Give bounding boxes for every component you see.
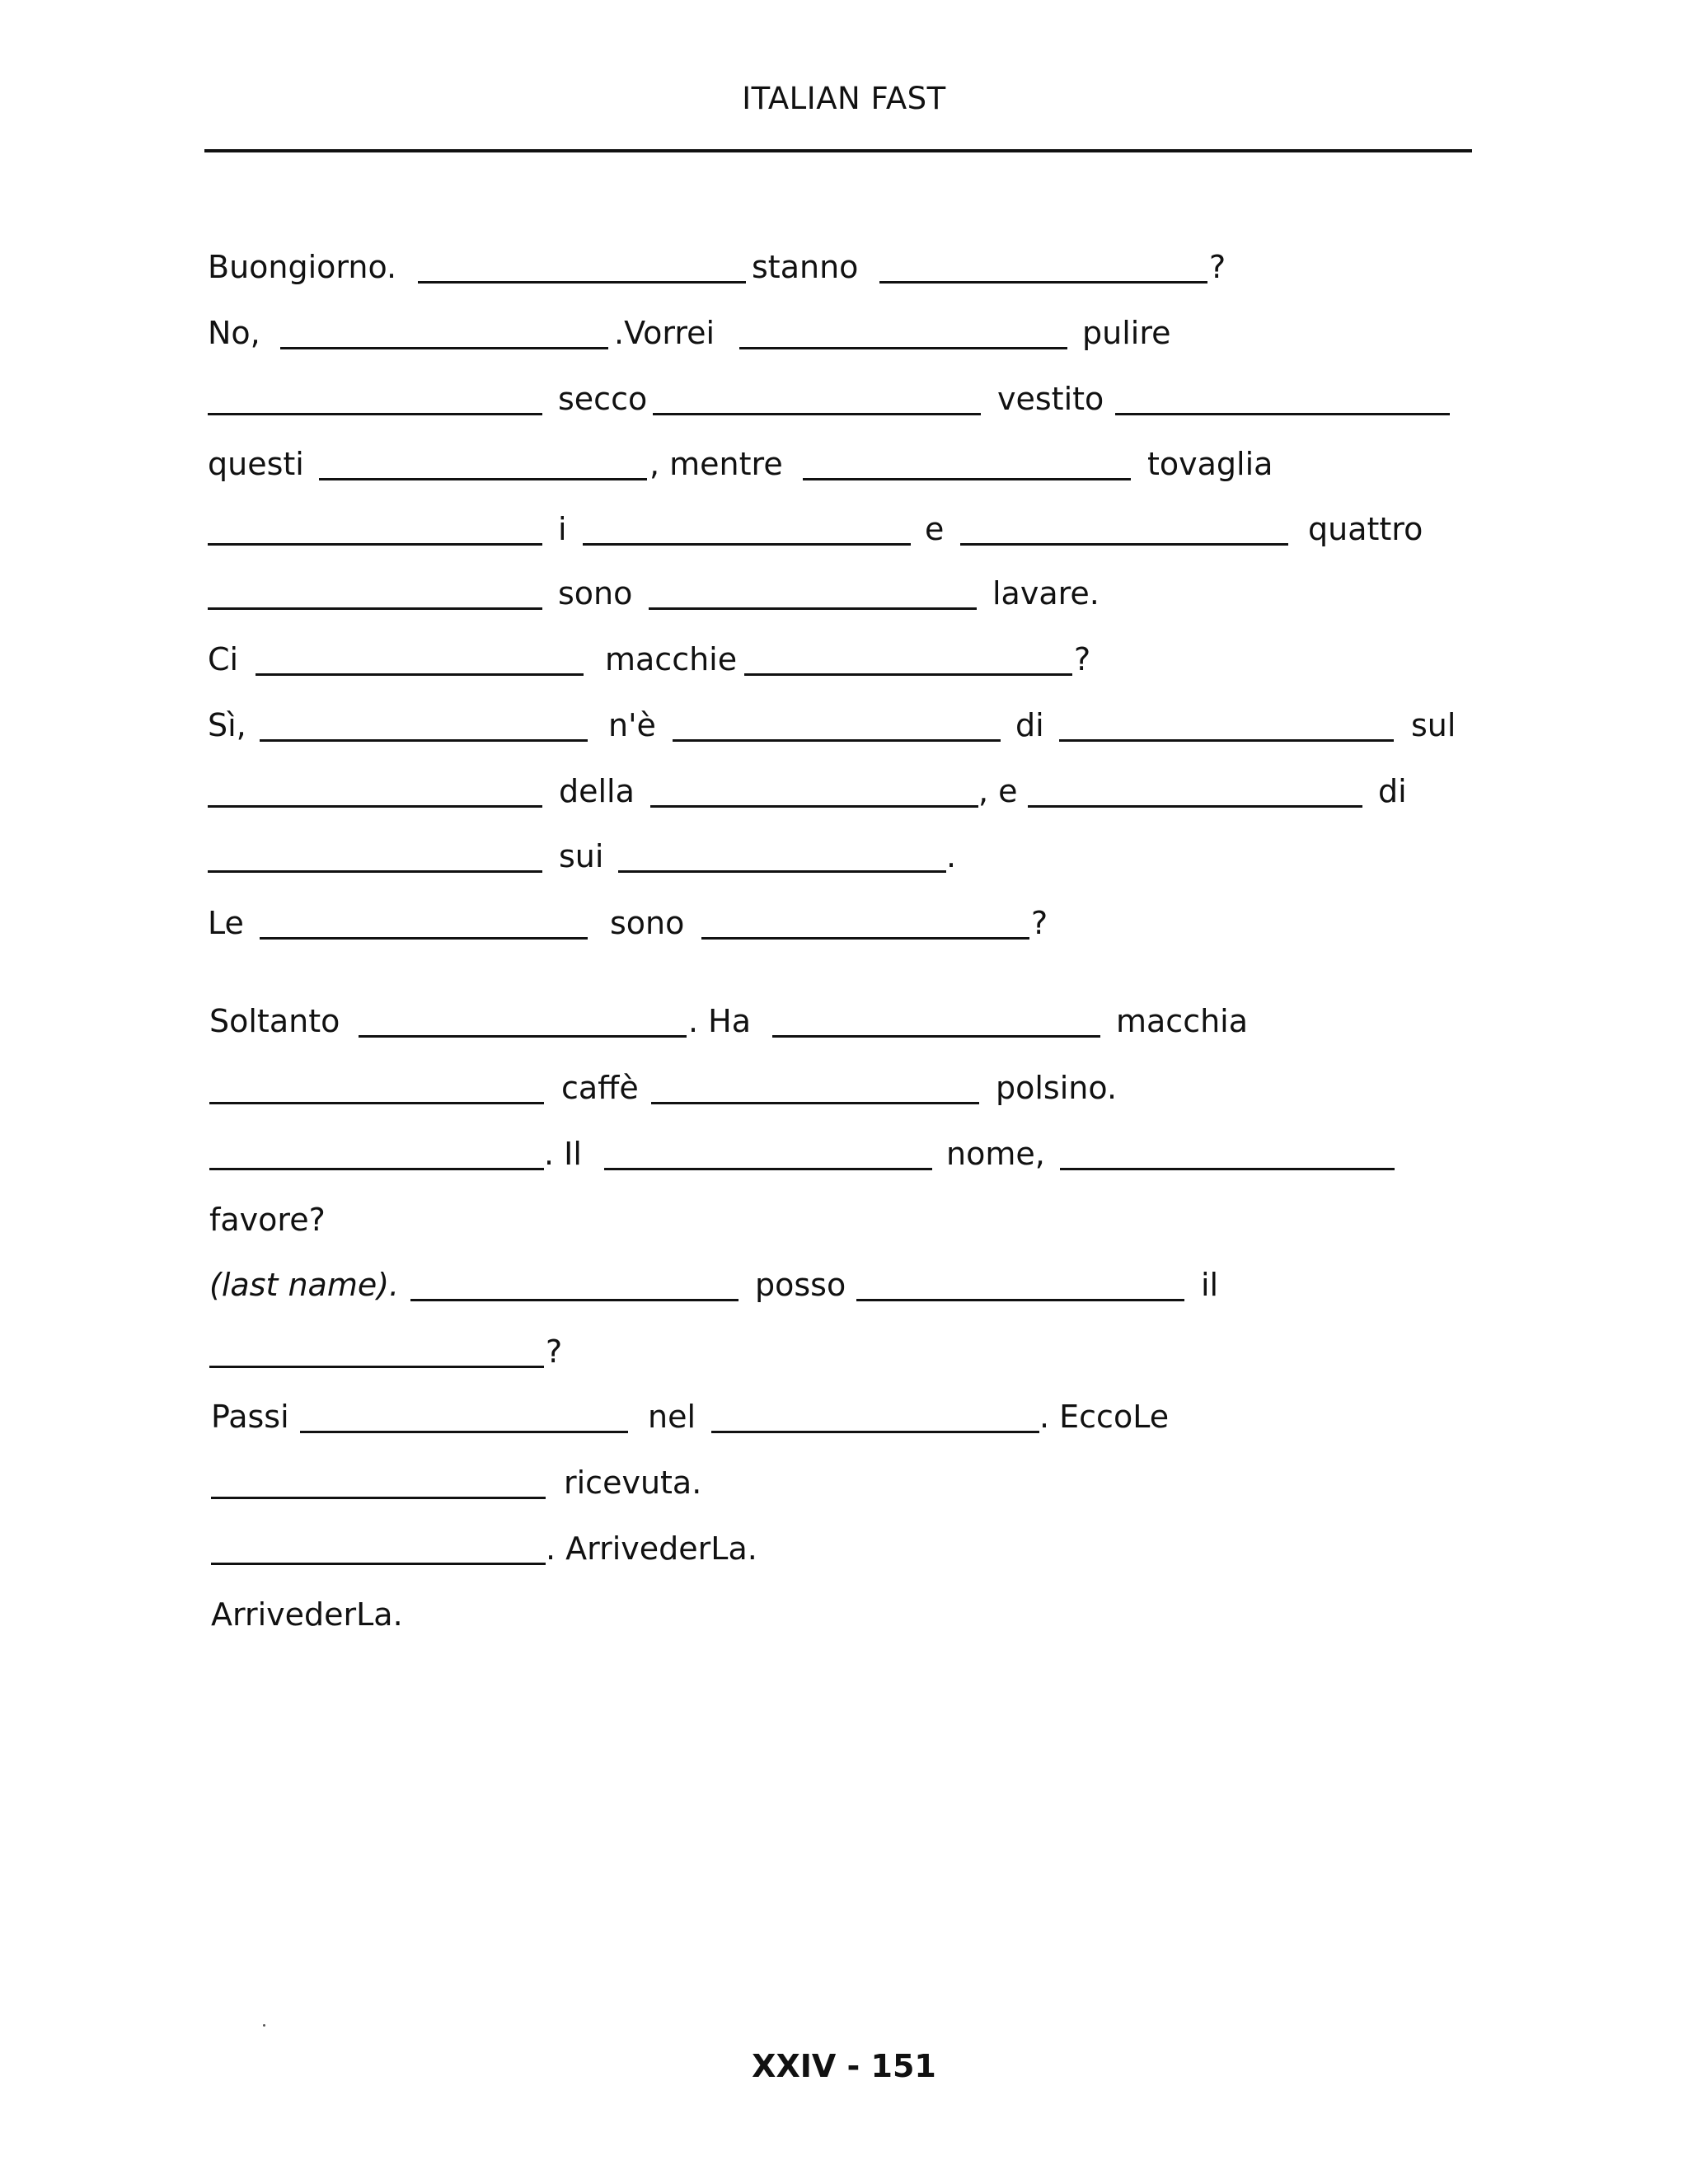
answer-blank[interactable] (1028, 805, 1362, 808)
answer-blank[interactable] (650, 805, 978, 808)
scan-speck (263, 2024, 265, 2027)
dialogue-line (208, 1394, 1493, 1440)
line-text: Ci (208, 641, 239, 677)
dialogue-line (208, 441, 1493, 487)
line-text: .Vorrei (614, 315, 715, 351)
line-text: pulire (1082, 315, 1171, 351)
line-text: ? (1074, 641, 1091, 677)
line-text: , e (978, 773, 1018, 809)
line-text: nome, (946, 1136, 1045, 1172)
line-text: di (1378, 773, 1407, 809)
dialogue-line (208, 636, 1493, 682)
line-text: stanno (752, 249, 859, 285)
line-text: sono (558, 575, 633, 612)
answer-blank[interactable] (701, 937, 1029, 940)
line-text: il (1201, 1267, 1219, 1303)
line-text: sono (610, 905, 685, 941)
line-text: ? (546, 1333, 563, 1370)
line-text: Passi (211, 1399, 289, 1435)
answer-blank[interactable] (744, 673, 1072, 676)
line-text: . Il (544, 1136, 582, 1172)
line-text: ? (1031, 905, 1048, 941)
line-text: i (558, 511, 567, 547)
answer-blank[interactable] (879, 281, 1207, 284)
dialogue-line (208, 833, 1493, 879)
line-text: Le (208, 905, 244, 941)
line-text: della (559, 773, 635, 809)
dialogue-line (208, 376, 1493, 422)
line-text: lavare. (992, 575, 1100, 612)
line-text: (last name). (209, 1267, 400, 1303)
dialogue-line (208, 1591, 1493, 1638)
answer-blank[interactable] (418, 281, 746, 284)
line-text: No, (208, 315, 260, 351)
answer-blank[interactable] (209, 1168, 544, 1170)
answer-blank[interactable] (209, 1102, 544, 1104)
answer-blank[interactable] (583, 543, 911, 546)
dialogue-line (208, 310, 1493, 356)
running-header: ITALIAN FAST (742, 81, 946, 116)
line-text: . (946, 838, 957, 874)
answer-blank[interactable] (211, 1563, 546, 1565)
dialogue-line (208, 1329, 1493, 1375)
line-text: macchie (605, 641, 738, 677)
page-number: XXIV - 151 (752, 2048, 936, 2084)
line-text: . ArrivederLa. (546, 1530, 757, 1567)
answer-blank[interactable] (739, 347, 1067, 349)
answer-blank[interactable] (208, 413, 542, 415)
line-text: n'è (608, 707, 656, 743)
line-text: Buongiorno. (208, 249, 397, 285)
line-text: Sì, (208, 707, 246, 743)
dialogue-line (208, 1262, 1493, 1308)
dialogue-line (208, 570, 1493, 616)
answer-blank[interactable] (673, 739, 1001, 742)
dialogue-line (208, 900, 1493, 946)
dialogue-line (208, 768, 1493, 814)
answer-blank[interactable] (856, 1299, 1184, 1301)
answer-blank[interactable] (208, 607, 542, 610)
line-text: caffè (561, 1070, 639, 1106)
line-text: . Ha (688, 1003, 752, 1039)
answer-blank[interactable] (772, 1035, 1100, 1038)
answer-blank[interactable] (208, 870, 542, 873)
line-text: ricevuta. (564, 1465, 702, 1501)
dialogue-line (208, 702, 1493, 748)
line-text: quattro (1308, 511, 1423, 547)
answer-blank[interactable] (208, 543, 542, 546)
answer-blank[interactable] (256, 673, 584, 676)
answer-blank[interactable] (260, 739, 588, 742)
line-text: , mentre (649, 446, 783, 482)
answer-blank[interactable] (410, 1299, 738, 1301)
answer-blank[interactable] (1115, 413, 1450, 415)
line-text: e (925, 511, 945, 547)
line-text: Soltanto (209, 1003, 340, 1039)
dialogue-line (208, 244, 1493, 290)
answer-blank[interactable] (1059, 739, 1394, 742)
answer-blank[interactable] (260, 937, 588, 940)
line-text: nel (648, 1399, 696, 1435)
answer-blank[interactable] (208, 805, 542, 808)
line-text: posso (755, 1267, 846, 1303)
dialogue-line (208, 1131, 1493, 1177)
line-text: di (1015, 707, 1044, 743)
line-text: questi (208, 446, 304, 482)
dialogue-line (208, 1526, 1493, 1572)
line-text: . EccoLe (1039, 1399, 1170, 1435)
answer-blank[interactable] (653, 413, 981, 415)
answer-blank[interactable] (280, 347, 608, 349)
dialogue-line (208, 998, 1493, 1044)
answer-blank[interactable] (618, 870, 946, 873)
answer-blank[interactable] (300, 1431, 628, 1433)
dialogue-line (208, 506, 1493, 552)
dialogue-line (208, 1197, 1493, 1243)
answer-blank[interactable] (604, 1168, 932, 1170)
line-text: vestito (997, 381, 1104, 417)
line-text: sul (1411, 707, 1456, 743)
header-rule (204, 149, 1472, 152)
answer-blank[interactable] (209, 1366, 544, 1368)
line-text: secco (558, 381, 648, 417)
answer-blank[interactable] (319, 478, 647, 480)
answer-blank[interactable] (359, 1035, 687, 1038)
answer-blank[interactable] (711, 1431, 1039, 1433)
line-text: polsino. (996, 1070, 1118, 1106)
line-text: tovaglia (1147, 446, 1273, 482)
answer-blank[interactable] (803, 478, 1131, 480)
line-text: ArrivederLa. (211, 1596, 403, 1633)
answer-blank[interactable] (1060, 1168, 1395, 1170)
answer-blank[interactable] (960, 543, 1288, 546)
answer-blank[interactable] (649, 607, 977, 610)
line-text: macchia (1116, 1003, 1249, 1039)
line-text: sui (559, 838, 604, 874)
dialogue-line (208, 1065, 1493, 1111)
line-text: favore? (209, 1202, 326, 1238)
answer-blank[interactable] (211, 1497, 546, 1499)
dialogue-line (208, 1460, 1493, 1506)
line-text: ? (1209, 249, 1226, 285)
answer-blank[interactable] (651, 1102, 979, 1104)
